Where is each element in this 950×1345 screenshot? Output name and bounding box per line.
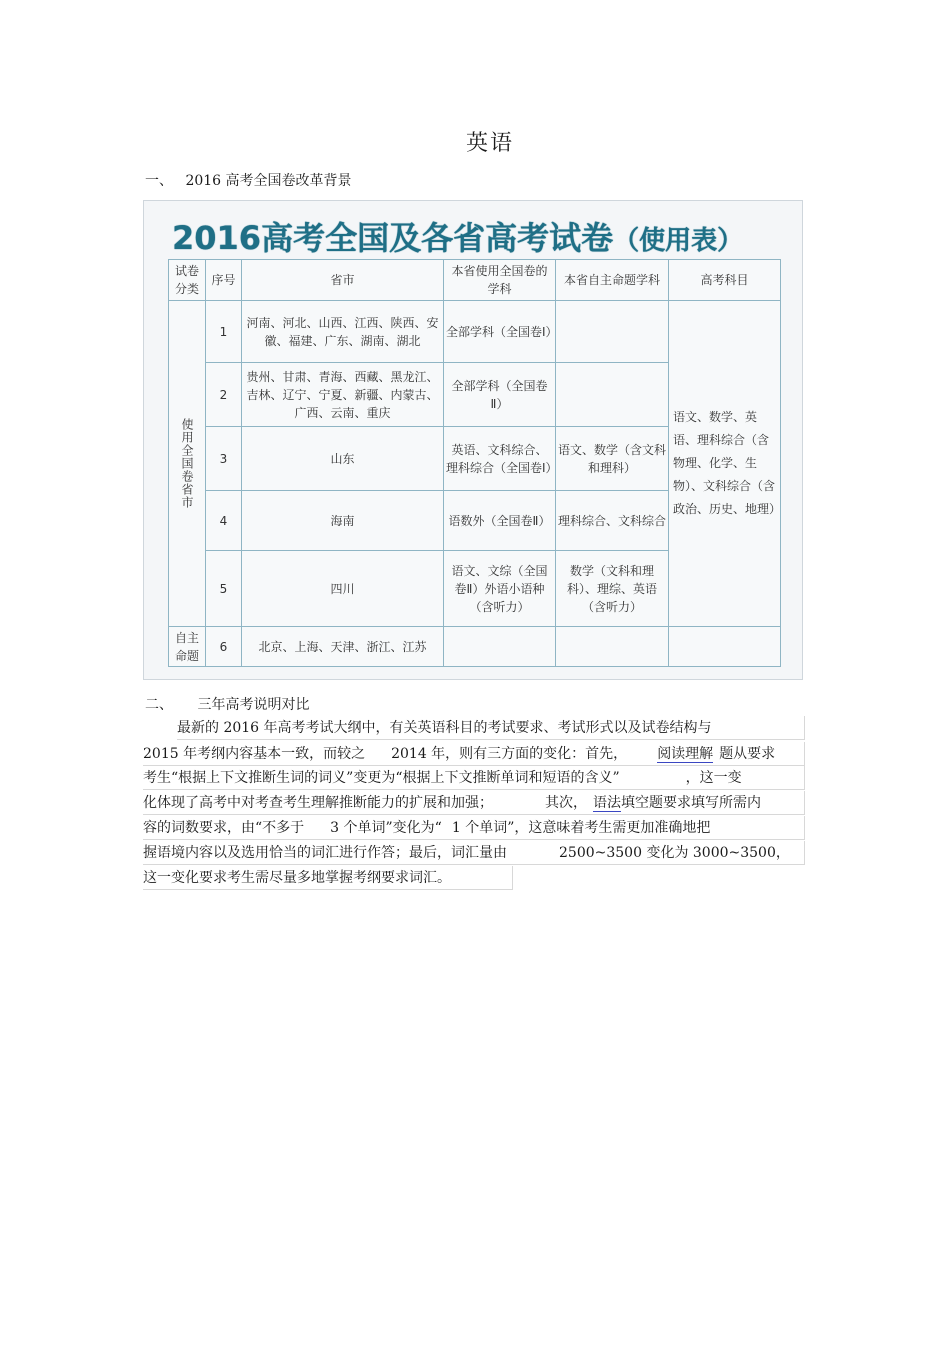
text-segment: 填空题要求填写所需内	[621, 795, 761, 811]
row-number: 4	[206, 491, 242, 551]
text-segment: 1 个单词”，这意味着考生需更加准确地把	[451, 820, 711, 836]
paragraph-line	[143, 816, 805, 840]
paragraph-line	[143, 766, 805, 790]
header-cell: 本省使用全国卷的学科	[444, 260, 556, 301]
text-segment: 3 个单词”变化为“	[330, 820, 442, 836]
text-segment: 这一变化要求考生需尽量多地掌握考纲要求词汇。	[143, 870, 451, 886]
table-row	[169, 301, 781, 363]
section-heading-1	[145, 170, 352, 190]
header-cell: 高考科目	[669, 260, 781, 301]
national-cell: 英语、文科综合、理科综合（全国卷Ⅰ）	[444, 427, 556, 491]
text-segment: 题从要求	[719, 746, 776, 762]
own-cell	[556, 301, 669, 363]
section-heading-2	[145, 694, 309, 714]
national-cell: 全部学科（全国卷Ⅰ）	[444, 301, 556, 363]
provinces-cell: 北京、上海、天津、浙江、江苏	[242, 627, 444, 667]
paragraph-line	[177, 716, 805, 740]
header-cell: 序号	[206, 260, 242, 301]
national-cell	[444, 627, 556, 667]
table-row	[169, 627, 781, 667]
table-header-row	[169, 260, 781, 301]
figure-title-text: 2016高考全国及各省高考试卷	[172, 219, 614, 257]
text-segment: 化体现了高考中对考查考生理解推断能力的扩展和加强；	[143, 795, 493, 811]
own-cell: 数学（文科和理科）、理综、英语（含听力）	[556, 551, 669, 627]
text-segment: 容的词数要求，由“不多于	[143, 820, 305, 836]
provinces-cell: 贵州、甘肃、青海、西藏、黑龙江、吉林、辽宁、宁夏、新疆、内蒙古、广西、云南、重庆	[242, 363, 444, 427]
row-number: 2	[206, 363, 242, 427]
row-number: 1	[206, 301, 242, 363]
national-cell: 全部学科（全国卷Ⅱ）	[444, 363, 556, 427]
group-label: 使用全国卷省市	[180, 418, 194, 509]
provinces-cell: 山东	[242, 427, 444, 491]
group-cell	[169, 301, 206, 627]
text-segment: 考生“根据上下文推断生词的词义”变更为“根据上下文推断单词和短语的含义”	[143, 770, 620, 786]
text-segment: 2500~3500 变化为 3000~3500，	[559, 845, 790, 861]
own-cell: 语文、数学（含文科和理科）	[556, 427, 669, 491]
row-number: 5	[206, 551, 242, 627]
figure-title	[172, 213, 743, 259]
text-segment: 握语境内容以及选用恰当的词汇进行作答；最后，词汇量由	[143, 845, 507, 861]
section-number: 二、	[145, 697, 173, 713]
text-segment: 其次，	[545, 795, 587, 811]
exam-usage-table-image	[143, 200, 803, 680]
provinces-cell: 河南、河北、山西、江西、陕西、安徽、福建、广东、湖南、湖北	[242, 301, 444, 363]
row-number: 3	[206, 427, 242, 491]
own-cell: 理科综合、文科综合	[556, 491, 669, 551]
provinces-cell: 海南	[242, 491, 444, 551]
paragraph-line	[143, 791, 805, 815]
own-cell	[556, 627, 669, 667]
section-number: 一、	[145, 173, 173, 189]
text-segment: ，这一变	[685, 770, 742, 786]
paragraph-line	[143, 866, 513, 890]
section-title: 三年高考说明对比	[197, 697, 310, 713]
section-title: 2016 高考全国卷改革背景	[185, 173, 352, 189]
national-cell: 语数外（全国卷Ⅱ）	[444, 491, 556, 551]
paragraph-line	[143, 841, 805, 865]
national-cell: 语文、文综（全国卷Ⅱ）外语小语种（含听力）	[444, 551, 556, 627]
subjects-cell-empty	[669, 627, 781, 667]
header-cell: 本省自主命题学科	[556, 260, 669, 301]
subjects-cell: 语文、数学、英语、理科综合（含物理、化学、生物）、文科综合（含政治、历史、地理）	[669, 301, 781, 627]
paragraph-line	[143, 742, 805, 766]
group-cell: 自主命题	[169, 627, 206, 667]
row-number: 6	[206, 627, 242, 667]
text-segment: 2015 年考纲内容基本一致，而较之	[143, 746, 366, 762]
text-segment: 最新的 2016 年高考考试大纲中，有关英语科目的考试要求、考试形式以及试卷结构与	[177, 720, 712, 736]
header-cell: 试卷分类	[169, 260, 206, 301]
provinces-cell: 四川	[242, 551, 444, 627]
exam-usage-table	[168, 259, 781, 667]
own-cell	[556, 363, 669, 427]
page-title: 英语	[465, 131, 514, 156]
grammar-link[interactable]: 语法	[593, 795, 621, 811]
text-segment: 2014 年，则有三方面的变化：首先，	[391, 746, 628, 762]
reading-comprehension-link[interactable]: 阅读理解	[657, 746, 714, 762]
figure-subtitle: （使用表）	[613, 226, 744, 256]
header-cell: 省市	[242, 260, 444, 301]
